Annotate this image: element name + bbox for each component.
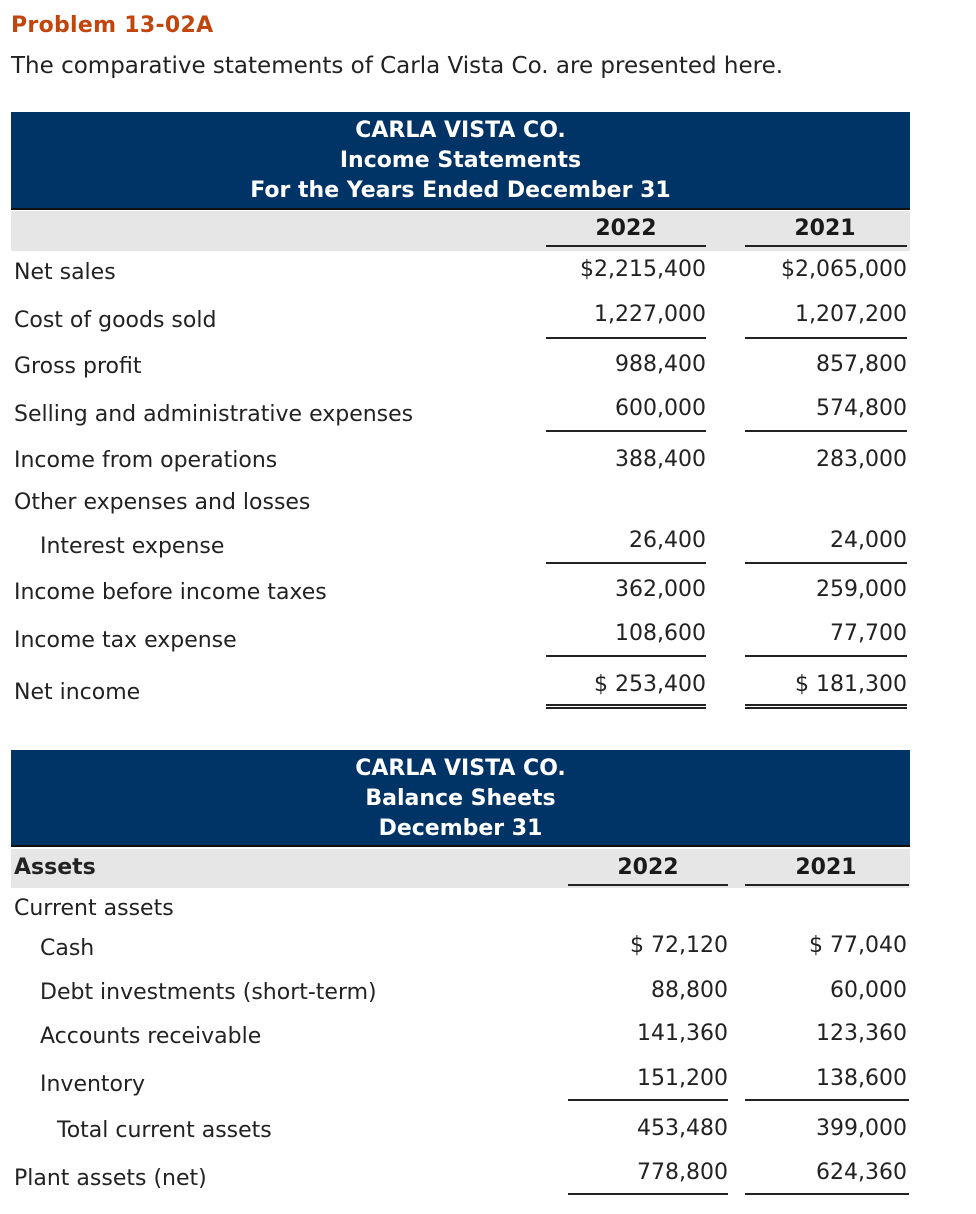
balance-sheet-period: December 31 — [378, 816, 543, 841]
subtotal-rule — [745, 655, 907, 657]
subtotal-rule — [568, 1099, 728, 1101]
income-row-label: Gross profit — [14, 354, 142, 379]
income-row-value-2022: 988,400 — [615, 352, 706, 377]
income-row-value-2022: 26,400 — [629, 528, 706, 553]
income-statement-period: For the Years Ended December 31 — [250, 178, 671, 203]
balance-row-value-2022: 453,480 — [637, 1116, 728, 1141]
subtotal-rule — [546, 337, 706, 339]
income-row-value-2021: 259,000 — [816, 577, 907, 602]
income-row-value-2021: $2,065,000 — [781, 257, 907, 282]
income-row-label: Net sales — [14, 260, 116, 285]
balance-year-underline-2022 — [568, 884, 728, 886]
assets-heading: Assets — [14, 855, 96, 880]
balance-row-value-2021: $ 77,040 — [809, 933, 907, 958]
income-year-underline-2022 — [546, 245, 706, 247]
balance-row-value-2022: $ 72,120 — [630, 933, 728, 958]
balance-sheet-title: Balance Sheets — [365, 786, 556, 811]
subtotal-rule — [745, 1193, 909, 1195]
balance-row-value-2021: 399,000 — [816, 1116, 907, 1141]
balance-row-label: Plant assets (net) — [14, 1166, 207, 1191]
income-year-2021: 2021 — [794, 216, 856, 241]
income-row-value-2022: 108,600 — [615, 621, 706, 646]
balance-company-name: CARLA VISTA CO. — [355, 756, 566, 781]
balance-row-label: Current assets — [14, 896, 174, 921]
balance-header-rule — [11, 845, 910, 847]
income-row-value-2022: 1,227,000 — [594, 302, 706, 327]
subtotal-rule — [546, 655, 706, 657]
balance-row-value-2022: 151,200 — [637, 1066, 728, 1091]
balance-row-label: Inventory — [40, 1072, 146, 1097]
problem-title: Problem 13-02A — [11, 13, 214, 38]
income-row-value-2021: 574,800 — [816, 396, 907, 421]
subtotal-rule — [546, 430, 706, 432]
subtotal-rule — [745, 1099, 909, 1101]
subtotal-rule — [745, 430, 907, 432]
balance-row-value-2021: 123,360 — [816, 1021, 907, 1046]
net-income-double-rule — [546, 704, 706, 709]
balance-sheet-header — [11, 750, 910, 845]
income-row-value-2021: 857,800 — [816, 352, 907, 377]
balance-row-value-2022: 778,800 — [637, 1160, 728, 1185]
income-row-value-2022: 362,000 — [615, 577, 706, 602]
balance-row-value-2021: 60,000 — [830, 978, 907, 1003]
income-row-label: Income before income taxes — [14, 580, 327, 605]
income-row-value-2021: 283,000 — [816, 447, 907, 472]
income-header-rule — [11, 208, 910, 210]
balance-row-label: Total current assets — [57, 1118, 272, 1143]
subtotal-rule — [745, 562, 907, 564]
income-row-value-2021: $ 181,300 — [795, 672, 907, 697]
balance-row-value-2022: 88,800 — [651, 978, 728, 1003]
income-row-value-2022: 600,000 — [615, 396, 706, 421]
income-year-underline-2021 — [745, 245, 907, 247]
balance-row-value-2021: 138,600 — [816, 1066, 907, 1091]
net-income-double-rule — [745, 704, 907, 709]
income-statement-header — [11, 112, 910, 208]
subtotal-rule — [546, 562, 706, 564]
balance-row-value-2022: 141,360 — [637, 1021, 728, 1046]
balance-row-label: Cash — [40, 936, 95, 961]
income-row-value-2021: 77,700 — [830, 621, 907, 646]
balance-year-underline-2021 — [745, 884, 909, 886]
income-year-2022: 2022 — [595, 216, 657, 241]
problem-intro: The comparative statements of Carla Vista Co. are presented here. — [11, 53, 784, 79]
income-row-value-2021: 24,000 — [830, 528, 907, 553]
income-row-value-2022: $2,215,400 — [580, 257, 706, 282]
income-row-label: Net income — [14, 680, 141, 705]
balance-row-label: Debt investments (short-term) — [40, 980, 377, 1005]
income-row-value-2022: $ 253,400 — [594, 672, 706, 697]
income-row-label: Income from operations — [14, 448, 278, 473]
income-company-name: CARLA VISTA CO. — [355, 118, 566, 143]
balance-year-2021: 2021 — [795, 855, 857, 880]
income-row-value-2022: 388,400 — [615, 447, 706, 472]
income-row-label: Selling and administrative expenses — [14, 402, 414, 427]
income-row-value-2021: 1,207,200 — [795, 302, 907, 327]
income-row-label: Cost of goods sold — [14, 308, 217, 333]
income-row-label: Income tax expense — [14, 628, 237, 653]
balance-row-value-2021: 624,360 — [816, 1160, 907, 1185]
subtotal-rule — [745, 337, 907, 339]
balance-row-label: Accounts receivable — [40, 1024, 262, 1049]
balance-year-2022: 2022 — [617, 855, 679, 880]
income-statement-title: Income Statements — [339, 148, 582, 173]
subtotal-rule — [568, 1193, 728, 1195]
income-row-label: Other expenses and losses — [14, 490, 311, 515]
income-row-label: Interest expense — [40, 534, 225, 559]
